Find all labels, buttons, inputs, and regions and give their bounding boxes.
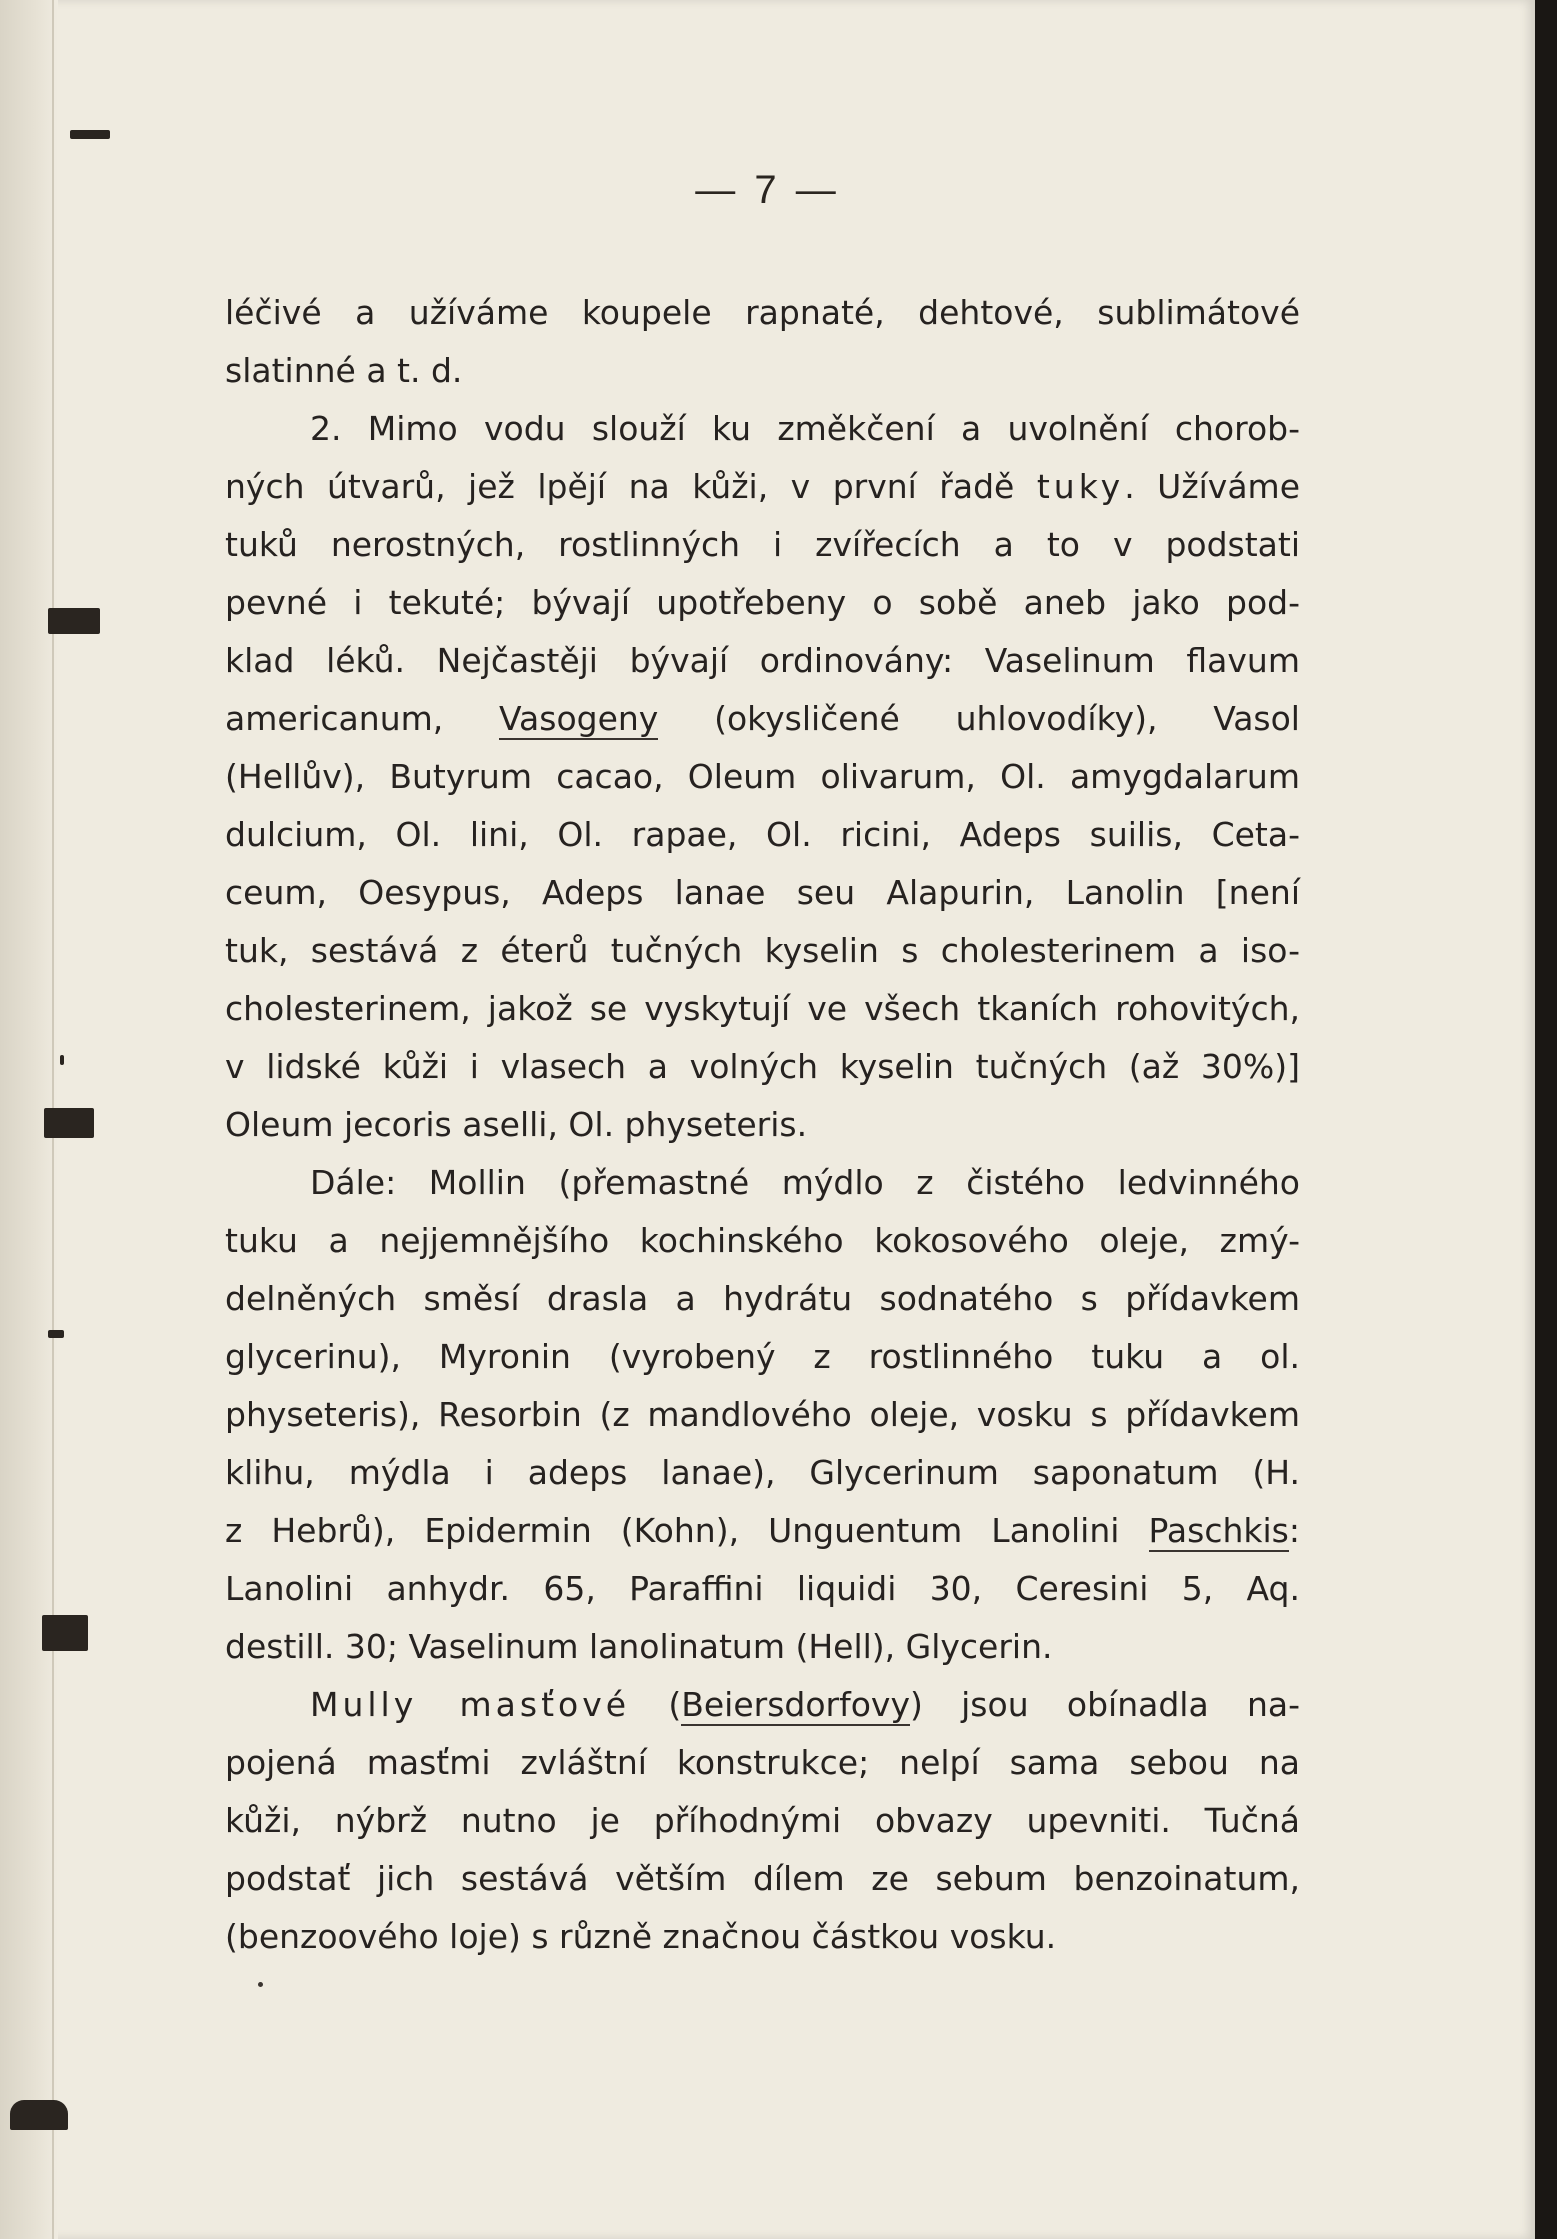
- page-number: — 7 —: [695, 168, 840, 212]
- text-line: klad léků. Nejčastěji bývají ordinovány: Vaselinum flavum: [225, 641, 1300, 680]
- text-segment: (: [668, 1685, 682, 1724]
- text-line: Dále: Mollin (přemastné mýdlo z čistého ledvinného: [310, 1163, 1300, 1202]
- text-segment: ) jsou obínadla na-: [909, 1685, 1301, 1724]
- text-line: léčivé a užíváme koupele rapnaté, dehtové, sublimátové: [225, 293, 1300, 332]
- text-line: [225, 1502, 1300, 1560]
- text-line: dulcium, Ol. lini, Ol. rapae, Ol. ricini, Adeps suilis, Ceta-: [225, 815, 1300, 854]
- text-segment: (okysličené uhlovodíky), Vasol: [714, 699, 1300, 738]
- text-line: glycerinu), Myronin (vyrobený z rostlinného tuku a ol.: [225, 1337, 1300, 1376]
- text-line: pevné i tekuté; bývají upotřebeny o sobě aneb jako pod-: [225, 583, 1300, 622]
- text-line: tuku a nejjemnějšího kochinského kokosového oleje, zmý-: [225, 1221, 1300, 1260]
- text-line: cholesterinem, jakož se vyskytují ve všech tkaních rohovitých,: [225, 989, 1300, 1028]
- text-line: v lidské kůži i vlasech a volných kyselin tučných (až 30%)]: [225, 1047, 1300, 1086]
- binding-mark: [48, 608, 100, 634]
- text-line: destill. 30; Vaselinum lanolinatum (Hell), Glycerin.: [225, 1627, 1053, 1666]
- binding-mark: [48, 1330, 64, 1338]
- text-line: (Hellův), Butyrum cacao, Oleum olivarum, Ol. amygdalarum: [225, 757, 1300, 796]
- text-line: Lanolini anhydr. 65, Paraffini liquidi 30, Ceresini 5, Aq.: [225, 1569, 1300, 1608]
- text-line: Oleum jecoris aselli, Ol. physeteris.: [225, 1105, 808, 1144]
- underlined-text: Vasogeny: [499, 699, 659, 738]
- binding-mark: [10, 2100, 68, 2130]
- binding-mark: [44, 1108, 94, 1138]
- text-line: [225, 1676, 1300, 1734]
- text-line: delněných směsí drasla a hydrátu sodnatého s přídavkem: [225, 1279, 1300, 1318]
- body-text: [225, 284, 1300, 1966]
- binding-mark: [60, 1055, 64, 1065]
- ink-speck: [258, 1982, 263, 1987]
- emphasis-text: Mully masťové: [310, 1685, 631, 1724]
- text-line: [225, 690, 1300, 748]
- underlined-text: Paschkis: [1148, 1511, 1289, 1550]
- text-line: (benzoového loje) s různě značnou částkou vosku.: [225, 1917, 1057, 1956]
- text-line: physeteris), Resorbin (z mandlového oleje, vosku s přídavkem: [225, 1395, 1300, 1434]
- text-line: kůži, nýbrž nutno je příhodnými obvazy upevniti. Tučná: [225, 1801, 1300, 1840]
- text-line: tuků nerostných, rostlinných i zvířecích a to v podstati: [225, 525, 1300, 564]
- text-line: 2. Mimo vodu slouží ku změkčení a uvolnění chorob-: [310, 409, 1300, 448]
- emphasis-text: tuky: [1036, 467, 1125, 506]
- text-segment: . Užíváme: [1124, 467, 1301, 506]
- text-line: pojená masťmi zvláštní konstrukce; nelpí sama sebou na: [225, 1743, 1300, 1782]
- text-line: tuk, sestává z éterů tučných kyselin s cholesterinem a iso-: [225, 931, 1300, 970]
- text-line: klihu, mýdla i adeps lanae), Glycerinum saponatum (H.: [225, 1453, 1300, 1492]
- text-segment: ných útvarů, jež lpějí na kůži, v první řadě: [225, 467, 1015, 506]
- text-line: ceum, Oesypus, Adeps lanae seu Alapurin, Lanolin [není: [225, 873, 1300, 912]
- text-segment: americanum,: [225, 699, 444, 738]
- text-segment: z Hebrů), Epidermin (Kohn), Unguentum Lanolini: [225, 1511, 1120, 1550]
- text-segment: :: [1288, 1511, 1301, 1550]
- text-line: podstať jich sestává větším dílem ze sebum benzoinatum,: [225, 1859, 1300, 1898]
- text-line: [225, 458, 1300, 516]
- binding-mark: [42, 1615, 88, 1651]
- underlined-text: Beiersdorfovy: [681, 1685, 910, 1724]
- binding-mark: [70, 130, 110, 139]
- text-line: slatinné a t. d.: [225, 351, 463, 390]
